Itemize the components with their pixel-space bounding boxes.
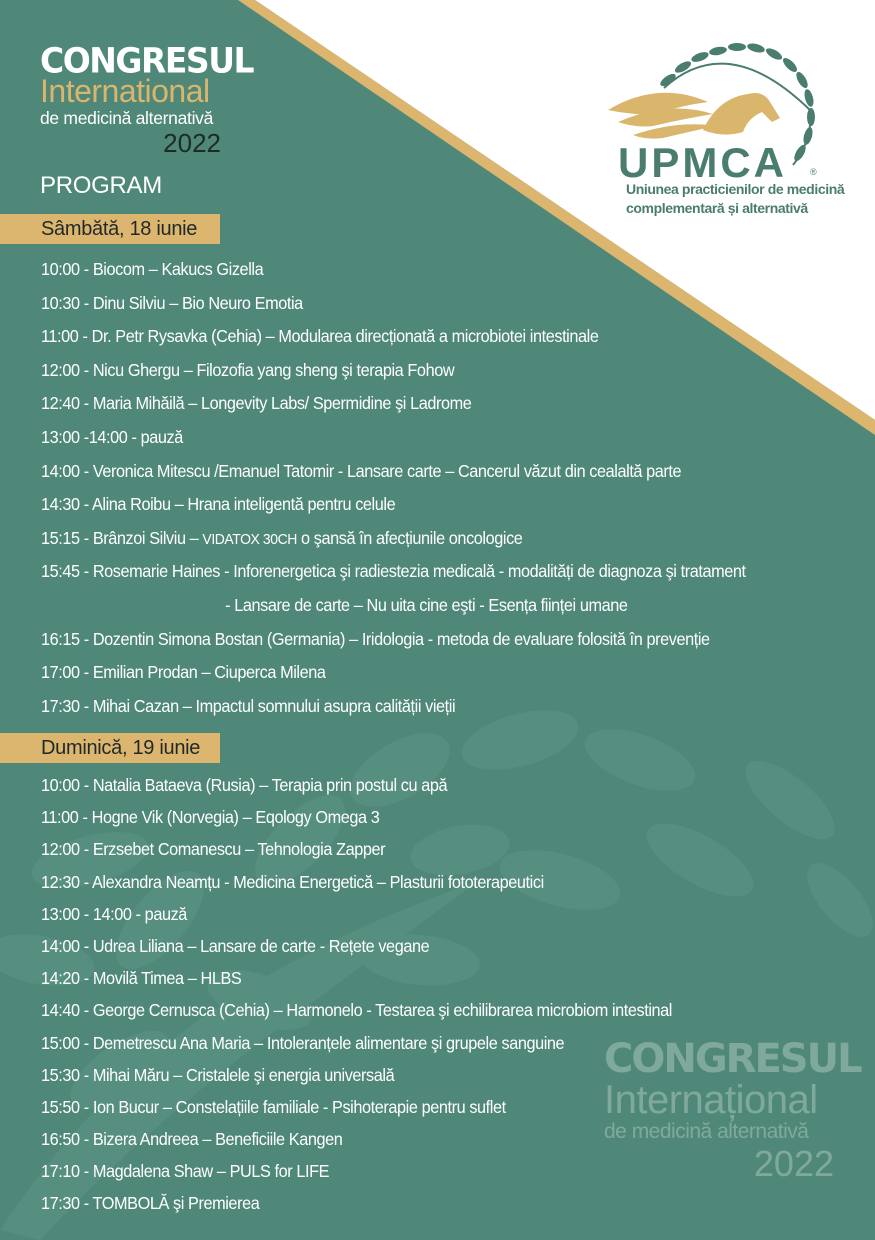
schedule-item: 11:00 - Hogne Vik (Norvegia) – Eqology Omega 3 <box>41 807 380 828</box>
schedule-item: 12:30 - Alexandra Neamțu - Medicina Energetică – Plasturii fototerapeutici <box>41 871 544 892</box>
schedule-item-prefix: 15:15 - Brânzoi Silviu – <box>41 527 203 548</box>
schedule-item-suffix: o şansă în afecțiunile oncologice <box>296 527 523 548</box>
watermark-subtitle: de medicină alternativă <box>604 1120 809 1143</box>
logo-name-line2: complementară și alternativă <box>626 200 808 216</box>
schedule-item: 12:40 - Maria Mihăilă – Longevity Labs/ Spermidine şi Ladrome <box>41 393 472 414</box>
schedule-item: 16:15 - Dozentin Simona Bostan (Germania) – Iridologia - metoda de evaluare folosită în prevenție <box>41 628 710 649</box>
schedule-item: 16:50 - Bizera Andreea – Beneficiile Kangen <box>41 1129 343 1150</box>
schedule-item-product: VIDATOX 30CH <box>202 530 297 548</box>
day1-heading: Sâmbătă, 18 iunie <box>0 214 220 244</box>
schedule-item: 14:00 - Veronica Mitescu /Emanuel Tatomir - Lansare carte – Cancerul văzut din cealaltă parte <box>41 460 682 481</box>
schedule-item: 14:00 - Udrea Liliana – Lansare de carte - Rețete vegane <box>41 935 430 956</box>
schedule-item: 13:00 - 14:00 - pauză <box>41 903 187 924</box>
day2-heading: Duminică, 19 iunie <box>0 733 220 763</box>
program-heading: PROGRAM <box>40 172 162 199</box>
logo-name-line1: Uniunea practicienilor de medicină <box>626 181 845 197</box>
day1-schedule <box>41 256 799 726</box>
schedule-item: 14:30 - Alina Roibu – Hrana inteligentă pentru celule <box>41 494 396 515</box>
title-international: International <box>40 73 210 109</box>
schedule-item: 10:00 - Biocom – Kakucs Gizella <box>41 259 264 279</box>
title-year: 2022 <box>163 128 221 158</box>
watermark-year: 2022 <box>753 1143 834 1184</box>
schedule-item-continuation: - Lansare de carte – Nu uita cine eşti - Esența ființei umane <box>225 594 628 615</box>
schedule-item: 17:30 - TOMBOLĂ şi Premierea <box>41 1193 260 1214</box>
title-subtitle: de medicină alternativă <box>40 108 214 128</box>
svg-text:UPMCA: UPMCA <box>618 139 787 186</box>
logo-organization-name <box>626 180 846 218</box>
schedule-item: 15:45 - Rosemarie Haines - Inforenergetica şi radiestezia medicală - modalități de diagnoza şi tratament <box>41 561 746 582</box>
schedule-item: 15:00 - Demetrescu Ana Maria – Intoleranțele alimentare şi grupele sanguine <box>41 1032 565 1053</box>
watermark-congresul: CONGRESUL <box>604 1036 861 1082</box>
schedule-item: 13:00 -14:00 - pauză <box>41 426 183 447</box>
schedule-item: 15:50 - Ion Bucur – Constelațiile familiale - Psihoterapie pentru suflet <box>41 1096 506 1117</box>
schedule-item: 14:20 - Movilă Timea – HLBS <box>41 968 242 989</box>
schedule-item: 10:00 - Natalia Bataeva (Rusia) – Terapia prin postul cu apă <box>41 775 448 795</box>
svg-text:®: ® <box>810 167 817 177</box>
congress-title <box>40 39 254 158</box>
schedule-item: 14:40 - George Cernusca (Cehia) – Harmonelo - Testarea şi echilibrarea microbiom intestinal <box>41 1000 673 1021</box>
schedule-item: 10:30 - Dinu Silviu – Bio Neuro Emotia <box>41 292 303 313</box>
schedule-item: 15:30 - Mihai Măru – Cristalele şi energia universală <box>41 1064 395 1085</box>
watermark-international: Internațional <box>604 1078 818 1122</box>
schedule-item: 12:00 - Nicu Ghergu – Filozofia yang sheng şi terapia Fohow <box>41 359 455 380</box>
schedule-item: 12:00 - Erzsebet Comanescu – Tehnologia Zapper <box>41 839 386 860</box>
schedule-item: 11:00 - Dr. Petr Rysavka (Cehia) – Modularea direcționată a microbiotei intestinale <box>41 326 599 347</box>
title-congresul: CONGRESUL <box>40 39 254 81</box>
watermark-title <box>604 1036 861 1184</box>
schedule-item <box>41 525 746 559</box>
schedule-item: 17:30 - Mihai Cazan – Impactul somnului asupra calității vieții <box>41 695 456 716</box>
schedule-item: 17:00 - Emilian Prodan – Ciuperca Milena <box>41 662 326 683</box>
schedule-item: 17:10 - Magdalena Shaw – PULS for LIFE <box>41 1161 330 1182</box>
